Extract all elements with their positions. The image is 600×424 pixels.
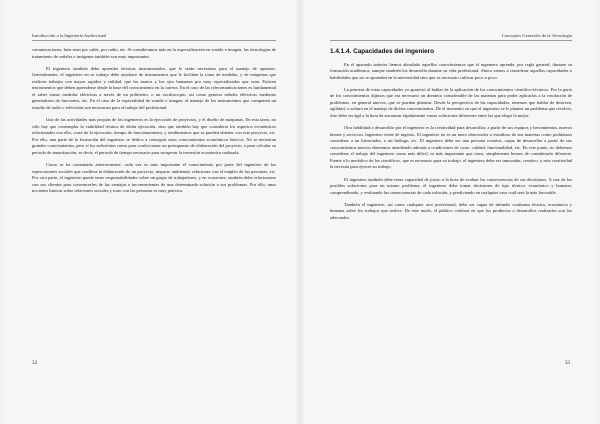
paragraph: El ingeniero también debe aprender técnicas instrumentales, que le serán necesarias para el manejo de aparatos. Generalmente, el ingeniero en su trabajo debe ayudarse de instrumentos que le faciliten la toma de medidas, y de máquinas que realicen trabajos con mayor rapidez y calidad, que las manos y los ojos humanos por muy especializados que sean. Existen instrumentos que deben aprenderse desde la base del conocimiento en la carrera. En el caso de las telecomunicaciones es fundamental el saber tomar medidas eléctricas a través de un polímetro, o un osciloscopio, así como generar señales eléctricas mediante generadores de funciones, etc. En el caso de la especialidad de sonido e imagen, el manejo de los instrumentos que componen un estudio de radio o televisión son necesarios para el trabajo del profesional. <box>32 65 276 110</box>
paragraph: Otra habilidad a desarrollar por el ingeniero es la creatividad para desarrollar, a partir de sus equipos y herramientas, nuevos bienes y servicios. Ingeniero viene de ingenio. El ingeniero no es un mero observador o estudioso de sus materias como podríamos considerar a un historiador, o un biólogo, etc. El ingeniero debe ser una persona creativa, capaz de desarrollar a partir de sus conocimientos nuevos elementos atendiendo además a condiciones de coste, calidad, funcionalidad, etc. En este punto, no debemos considerar el trabajo del ingeniero como más difícil, ni más importante que otros, simplemente hemos de considerarlo diferente. Frente a lo metódico de los científicos, que es necesario para su trabajo, el ingeniero debe ser innovador, creativo, y esta creatividad la necesita para ejercer su trabajo. <box>330 125 572 170</box>
section-heading: 1.4.1.4. Capacidades del ingeniero <box>330 48 435 55</box>
paragraph: Como se ha comentado anteriormente, cada vez es más importante el conocimiento por parte del ingeniero de las repercusiones sociales que conlleva la elaboración de un proyecto, impacto ambiental, relaciones con el empleo de las personas, etc. Por otra parte, el ingeniero puede tener responsabilidades sobre un grupo de trabajadores, y en ocasiones, también debe relacionarse con sus clientes para convencerles de las ventajas e inconvenientes de una determinada solución a sus problemas. Por ello, unas nociones básicas sobre relaciones sociales y trato con las personas es muy práctica. <box>32 161 276 194</box>
right-body <box>330 47 572 227</box>
paragraph: Una de las actividades más propias de los ingenieros es la ejecución de proyectos, y el diseño de máquinas. En esta tarea, no sólo hay que contemplar la viabilidad técnica de dicha ejecución, sino que también hay que considerar los aspectos económicos relacionados con ello, coste de la ejecución, tiempo de funcionamiento, y rendimientos que se pueden obtener con este proyecto, etc. Por ello, una parte de la formación del ingeniero se dedica a conseguir unos conocimientos económicos básicos. No se necesitan grandes conocimientos, pero sí los suficientes como para confeccionar un presupuesto de elaboración del proyecto, o para calcular su periodo de amortización, es decir, el periodo de tiempo necesario para recuperar la inversión económica realizada. <box>32 117 276 155</box>
paragraph: En el apartado anterior hemos abordado aquellos conocimientos que el ingeniero aprende, por regla general, durante su formación académica, aunque también los desarrolla durante su vida profesional. Ahora vamos a considerar aquellas capacidades o habilidades que no se aprenden en la universidad sino que es necesario cultivar poco a poco. <box>330 61 572 80</box>
paragraph: También el ingeniero, así como cualquier otro profesional, debe ser capaz de infundir confianza técnica, económica y humana sobre los trabajos que realice. De este modo, el público confiará en que los productos o desarrollos realizados son los adecuados. <box>330 201 572 220</box>
running-head-left: Introducción a la Ingeniería Audiovisual <box>32 33 276 41</box>
page-number-right: 33 <box>564 360 570 366</box>
left-page <box>6 0 296 424</box>
running-head-right: Conceptos Generales de la Tecnología <box>330 33 572 41</box>
page-number-left: 32 <box>32 360 38 366</box>
gutter <box>297 0 303 424</box>
paragraph: La primera de estas capacidades ya apareció al hablar de la aplicación de los conocimientos científico-técnicos. Por la parte de los conocimientos dijimos que era necesario un dominio considerable de las materias para poder aplicarlas a la resolución de problemas, en general nuevos, que se puedan plantear. Desde la perspectiva de las capacidades, tenemos que hablar de destreza, agilidad, o soltura en el manejo de dichos conocimientos. De el momento en que el ingeniero se le plantea un problema que resolver, éste debe ser ágil a la hora de encontrar rápidamente varias soluciones diferentes entre las que elegir la mejor. <box>330 86 572 118</box>
paragraph: El ingeniero también debe tener capacidad de juicio a la hora de evaluar las consecuencias de sus decisiones. A raíz de las posibles soluciones para un mismo problema, el ingeniero debe tomar decisiones de tipo técnico, económico y humano, comprendiendo, y evaluando las consecuencias de cada solución, y prediciendo en cualquier caso cuál será la más favorable. <box>330 176 572 195</box>
right-page <box>304 0 594 424</box>
paragraph: comunicaciones, bien sean por cable, por radio, etc. Si consideramos más en la especialización en sonido e imagen, las tecnologías de tratamiento de señales e imágenes también son muy importantes. <box>32 47 276 59</box>
left-body <box>32 47 276 200</box>
